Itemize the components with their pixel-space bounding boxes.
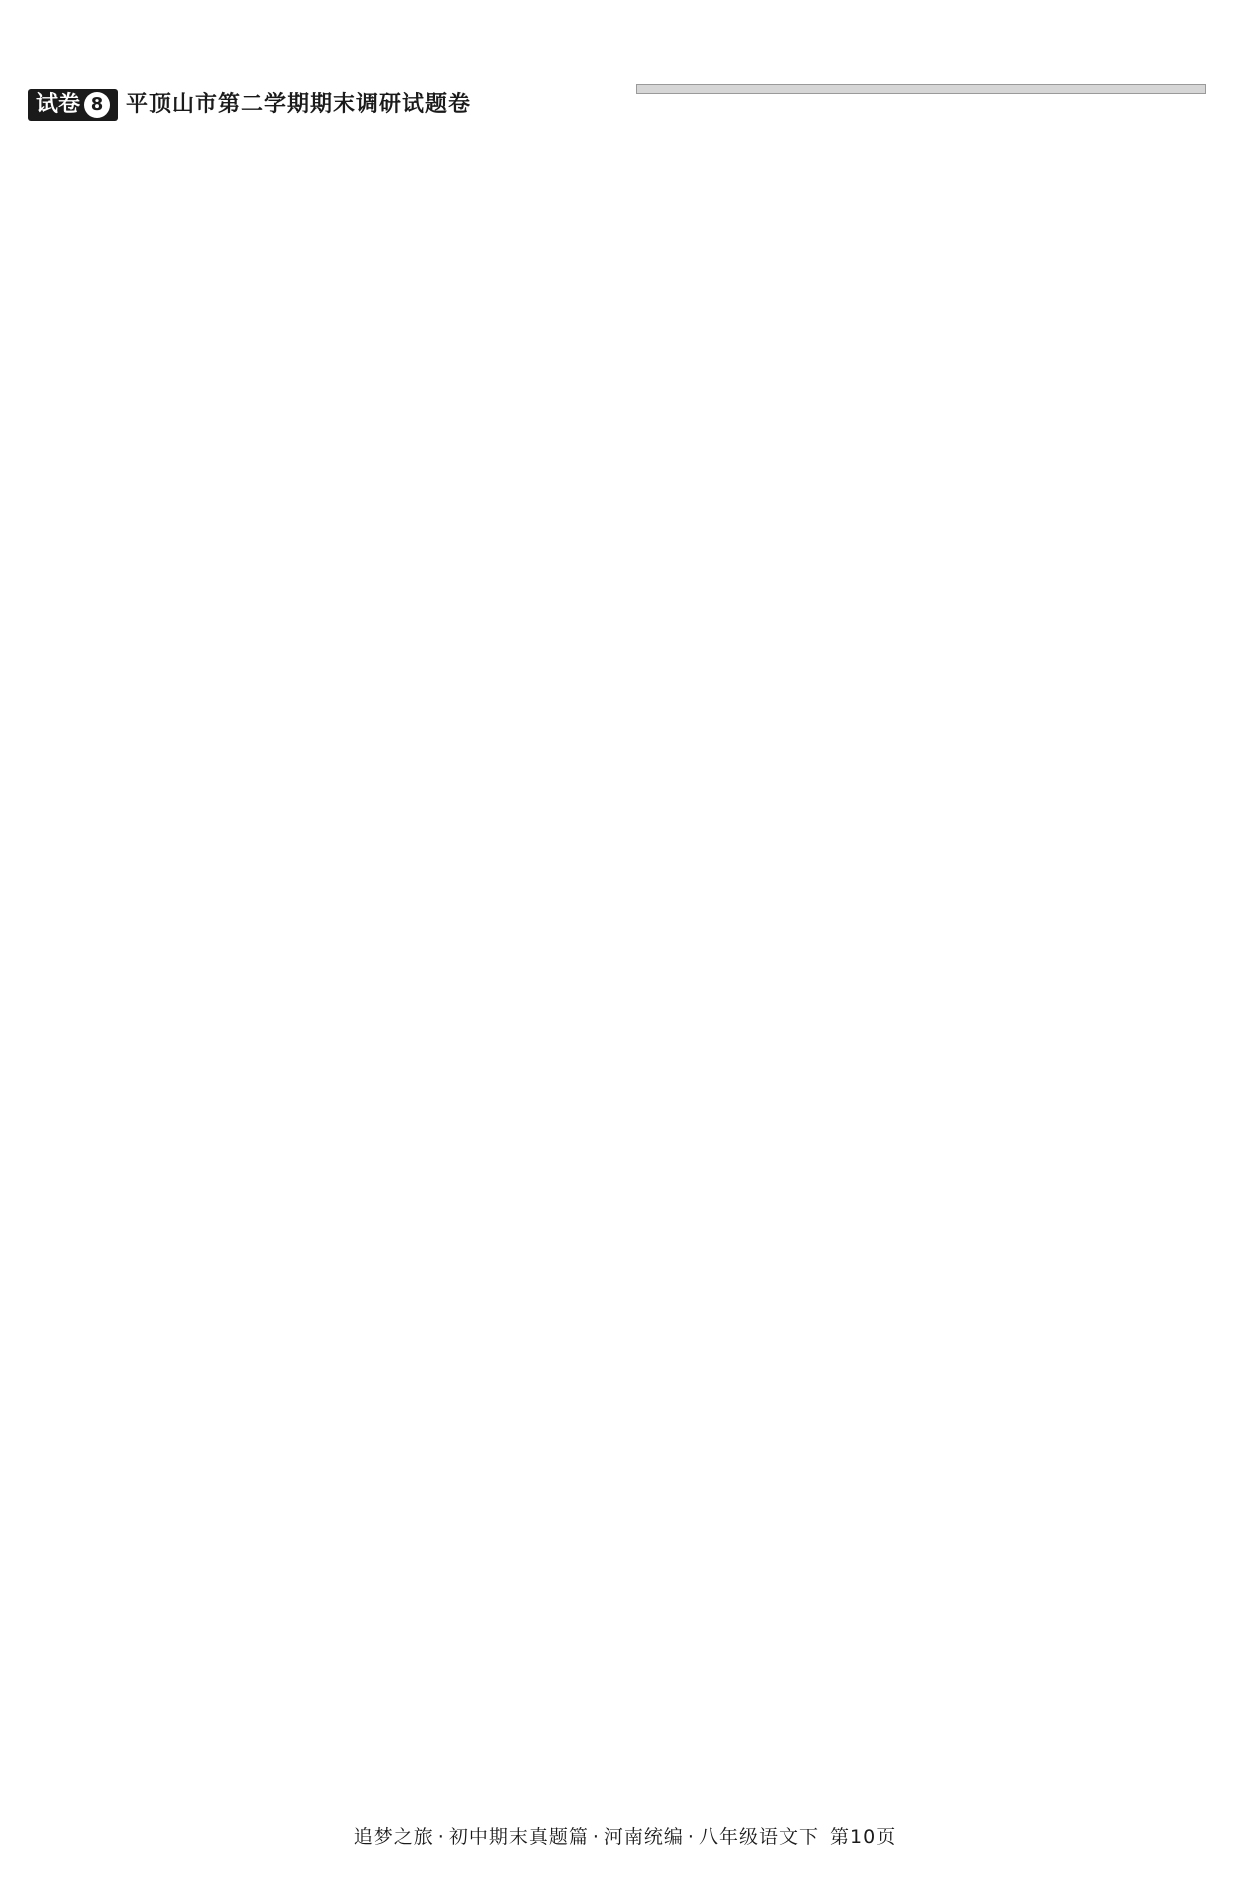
footer-book: 初中期末真题篇 [448, 1826, 589, 1848]
right-column [636, 80, 1206, 100]
page-footer: 追梦之旅 · 初中期末真题篇 · 河南统编 · 八年级语文下 第10页 [353, 1826, 897, 1848]
exam-title: 平顶山市第二学期期末调研试题卷 [126, 91, 472, 117]
left-column [34, 80, 604, 128]
footer-series: 追梦之旅 [353, 1826, 434, 1848]
exam-tag [28, 89, 118, 121]
exam-number-badge: 8 [84, 92, 110, 118]
exam-tag-label: 试卷 [36, 92, 81, 117]
method-tip-box [636, 84, 1206, 94]
footer-grade: 八年级语文下 [698, 1826, 819, 1848]
footer-page-number: 第10页 [830, 1826, 897, 1848]
footer-edition: 河南统编 [603, 1826, 684, 1848]
exam-section-header [28, 88, 604, 122]
